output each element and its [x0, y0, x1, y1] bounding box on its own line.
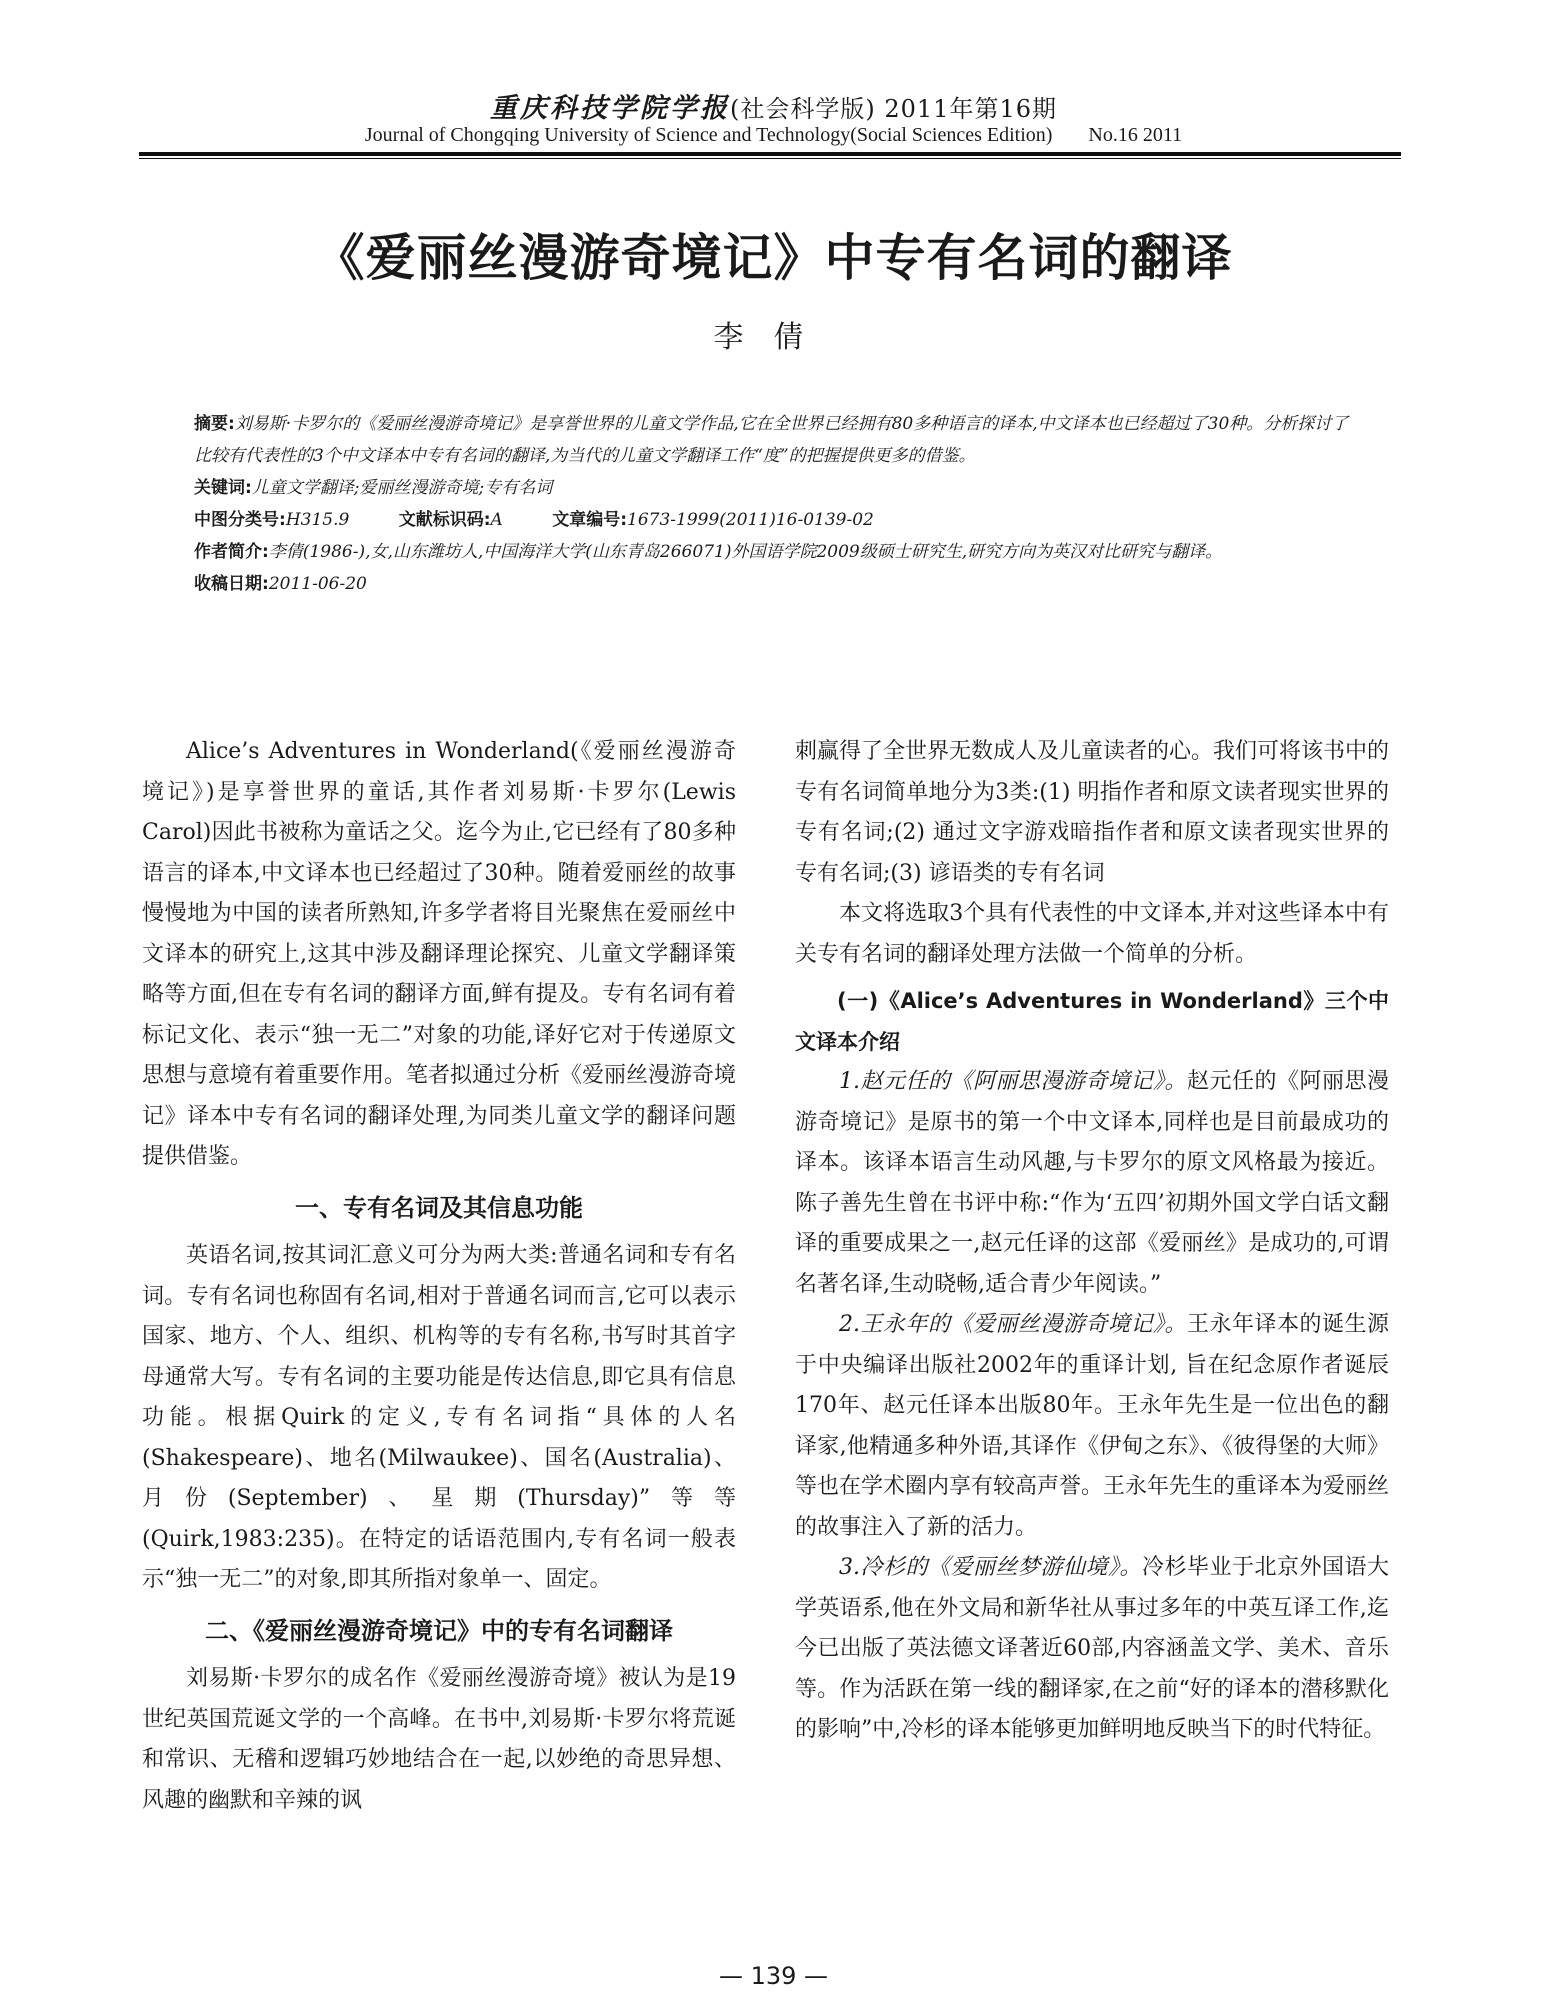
- doc-code-value: A: [490, 510, 503, 530]
- article-author: 李倩: [713, 320, 834, 355]
- journal-name-cn: 重庆科技学院学报: [490, 93, 730, 124]
- bio-label: 作者简介:: [194, 542, 269, 562]
- translation-item-lead: 3.冷杉的《爱丽丝梦游仙境》。: [839, 1555, 1142, 1580]
- clc-label: 中图分类号:: [194, 510, 286, 530]
- journal-issue-cn: 2011年第16期: [884, 95, 1057, 123]
- subsection-heading: (一)《Alice’s Adventures in Wonderland》三个中文译本介绍: [795, 989, 1389, 1054]
- keywords-text: 儿童文学翻译;爱丽丝漫游奇境;专有名词: [251, 478, 553, 498]
- body-paragraph: 本文将选取3个具有代表性的中文译本,并对这些译本中有关专有名词的翻译处理方法做一个简单的分析。: [795, 901, 1389, 967]
- abstract-text: 刘易斯·卡罗尔的《爱丽丝漫游奇境记》是享誉世界的儿童文学作品,它在全世界已经拥有80多种语言的译本,中文译本也已经超过了30种。分析探讨了比较有代表性的3个中文译本中专有名词的翻译,为当代的儿童文学翻译工作“度”的把握提供更多的借鉴。: [194, 414, 1349, 466]
- journal-header-en: [0, 124, 1547, 147]
- doc-code-label: 文献标识码:: [398, 510, 491, 530]
- author-bio: [194, 536, 1354, 568]
- keywords-label: 关键词:: [194, 478, 252, 498]
- abstract-label: 摘要:: [194, 414, 235, 434]
- left-column: [142, 732, 736, 1821]
- article-no-value: 1673-1999(2011)16-0139-02: [627, 510, 874, 530]
- journal-header-cn: [0, 86, 1547, 125]
- journal-name-en: Journal of Chongqing University of Science and Technology(Social Sciences Edition): [364, 124, 1053, 146]
- article-no-label: 文章编号:: [552, 510, 628, 530]
- body-paragraph: 2.王永年的《爱丽丝漫游奇境记》。王永年译本的诞生源于中央编译出版社2002年的重译计划, 旨在纪念原作者诞辰170年、赵元任译本出版80年。王永年先生是一位出色的翻译家,他精通多种外语,其译作《伊甸之东》、《彼得堡的大师》等也在学术圈内享有较高声誉。王永年先生的重译本为爱丽丝的故事注入了新的活力。: [795, 1312, 1390, 1540]
- received-value: 2011-06-20: [268, 574, 367, 594]
- body-paragraph: 1.赵元任的《阿丽思漫游奇境记》。赵元任的《阿丽思漫游奇境记》是原书的第一个中文译本,同样也是目前最成功的译本。该译本语言生动风趣,与卡罗尔的原文风格最为接近。陈子善先生曾在书评中称:“作为‘五四’初期外国文学白话文翻译的重要成果之一,赵元任译的这部《爱丽丝》是成功的,可谓名著名译,生动晓畅,适合青少年阅读。”: [795, 1069, 1389, 1297]
- journal-issue-en: No.16 2011: [1088, 124, 1183, 146]
- section-heading-2: 二、《爱丽丝漫游奇境记》中的专有名词翻译: [205, 1616, 673, 1645]
- front-matter: [194, 408, 1354, 600]
- section-heading-1: 一、专有名词及其信息功能: [295, 1193, 583, 1222]
- clc-value: H315.9: [285, 510, 350, 530]
- translation-item-lead: 2.王永年的《爱丽丝漫游奇境记》。: [839, 1312, 1187, 1337]
- body-paragraph: 刺赢得了全世界无数成人及儿童读者的心。我们可将该书中的专有名词简单地分为3类:(1) 明指作者和原文读者现实世界的专有名词;(2) 通过文字游戏暗指作者和原文读者现实世界的专有名词;(3) 谚语类的专有名词: [795, 739, 1390, 886]
- translation-item-lead: 1.赵元任的《阿丽思漫游奇境记》。: [839, 1069, 1187, 1094]
- right-column: [795, 732, 1389, 1751]
- abstract: [194, 408, 1354, 472]
- body-paragraph: 3.冷杉的《爱丽丝梦游仙境》。冷杉毕业于北京外国语大学英语系,他在外文局和新华社从事过多年的中英互译工作,迄今已出版了英法德文译著近60部,内容涵盖文学、美术、音乐等。作为活跃在第一线的翻译家,在之前“好的译本的潜移默化的影响”中,冷杉的译本能够更加鲜明地反映当下的时代特征。: [795, 1555, 1389, 1742]
- article-title: 《爱丽丝漫游奇境记》中专有名词的翻译: [314, 229, 1233, 287]
- body-paragraph: 英语名词,按其词汇意义可分为两大类:普通名词和专有名词。专有名词也称固有名词,相对于普通名词而言,它可以表示国家、地方、个人、组织、机构等的专有名称,书写时其首字母通常大写。专有名词的主要功能是传达信息,即它具有信息功能。根据Quirk的定义,专有名词指“具体的人名(Shakespeare)、地名(Milwaukee)、国名(Australia)、月份(September)、星期(Thursday)”等等(Quirk,1983:235)。在特定的话语范围内,专有名词一般表示“独一无二”的对象,即其所指对象单一、固定。: [142, 1243, 736, 1592]
- bio-text: 李倩(1986-),女,山东潍坊人,中国海洋大学(山东青岛266071)外国语学院2009级硕士研究生,研究方向为英汉对比研究与翻译。: [268, 542, 1223, 562]
- header-divider: [139, 152, 1401, 159]
- received-label: 收稿日期:: [194, 574, 269, 594]
- body-paragraph: Alice’s Adventures in Wonderland(《爱丽丝漫游奇境记》)是享誉世界的童话,其作者刘易斯·卡罗尔(Lewis Carol)因此书被称为童话之父。迄今为止,它已经有了80多种语言的译本,中文译本也已经超过了30种。随着爱丽丝的故事慢慢地为中国的读者所熟知,许多学者将目光聚焦在爱丽丝中文译本的研究上,这其中涉及翻译理论探究、儿童文学翻译策略等方面,但在专有名词的翻译方面,鲜有提及。专有名词有着标记文化、表示“独一无二”对象的功能,译好它对于传递原文思想与意境有着重要作用。笔者拟通过分析《爱丽丝漫游奇境记》译本中专有名词的翻译处理,为同类儿童文学的翻译问题提供借鉴。: [142, 739, 737, 1169]
- classification-line: [194, 504, 1354, 536]
- keywords: [194, 472, 1354, 504]
- body-paragraph: 刘易斯·卡罗尔的成名作《爱丽丝漫游奇境》被认为是19世纪英国荒诞文学的一个高峰。在书中,刘易斯·卡罗尔将荒诞和常识、无稽和逻辑巧妙地结合在一起,以妙绝的奇思异想、风趣的幽默和辛辣的讽: [142, 1666, 736, 1813]
- journal-edition-cn: (社会科学版): [730, 95, 876, 123]
- received-date: [194, 568, 1354, 600]
- page-number: — 139 —: [718, 1962, 829, 1990]
